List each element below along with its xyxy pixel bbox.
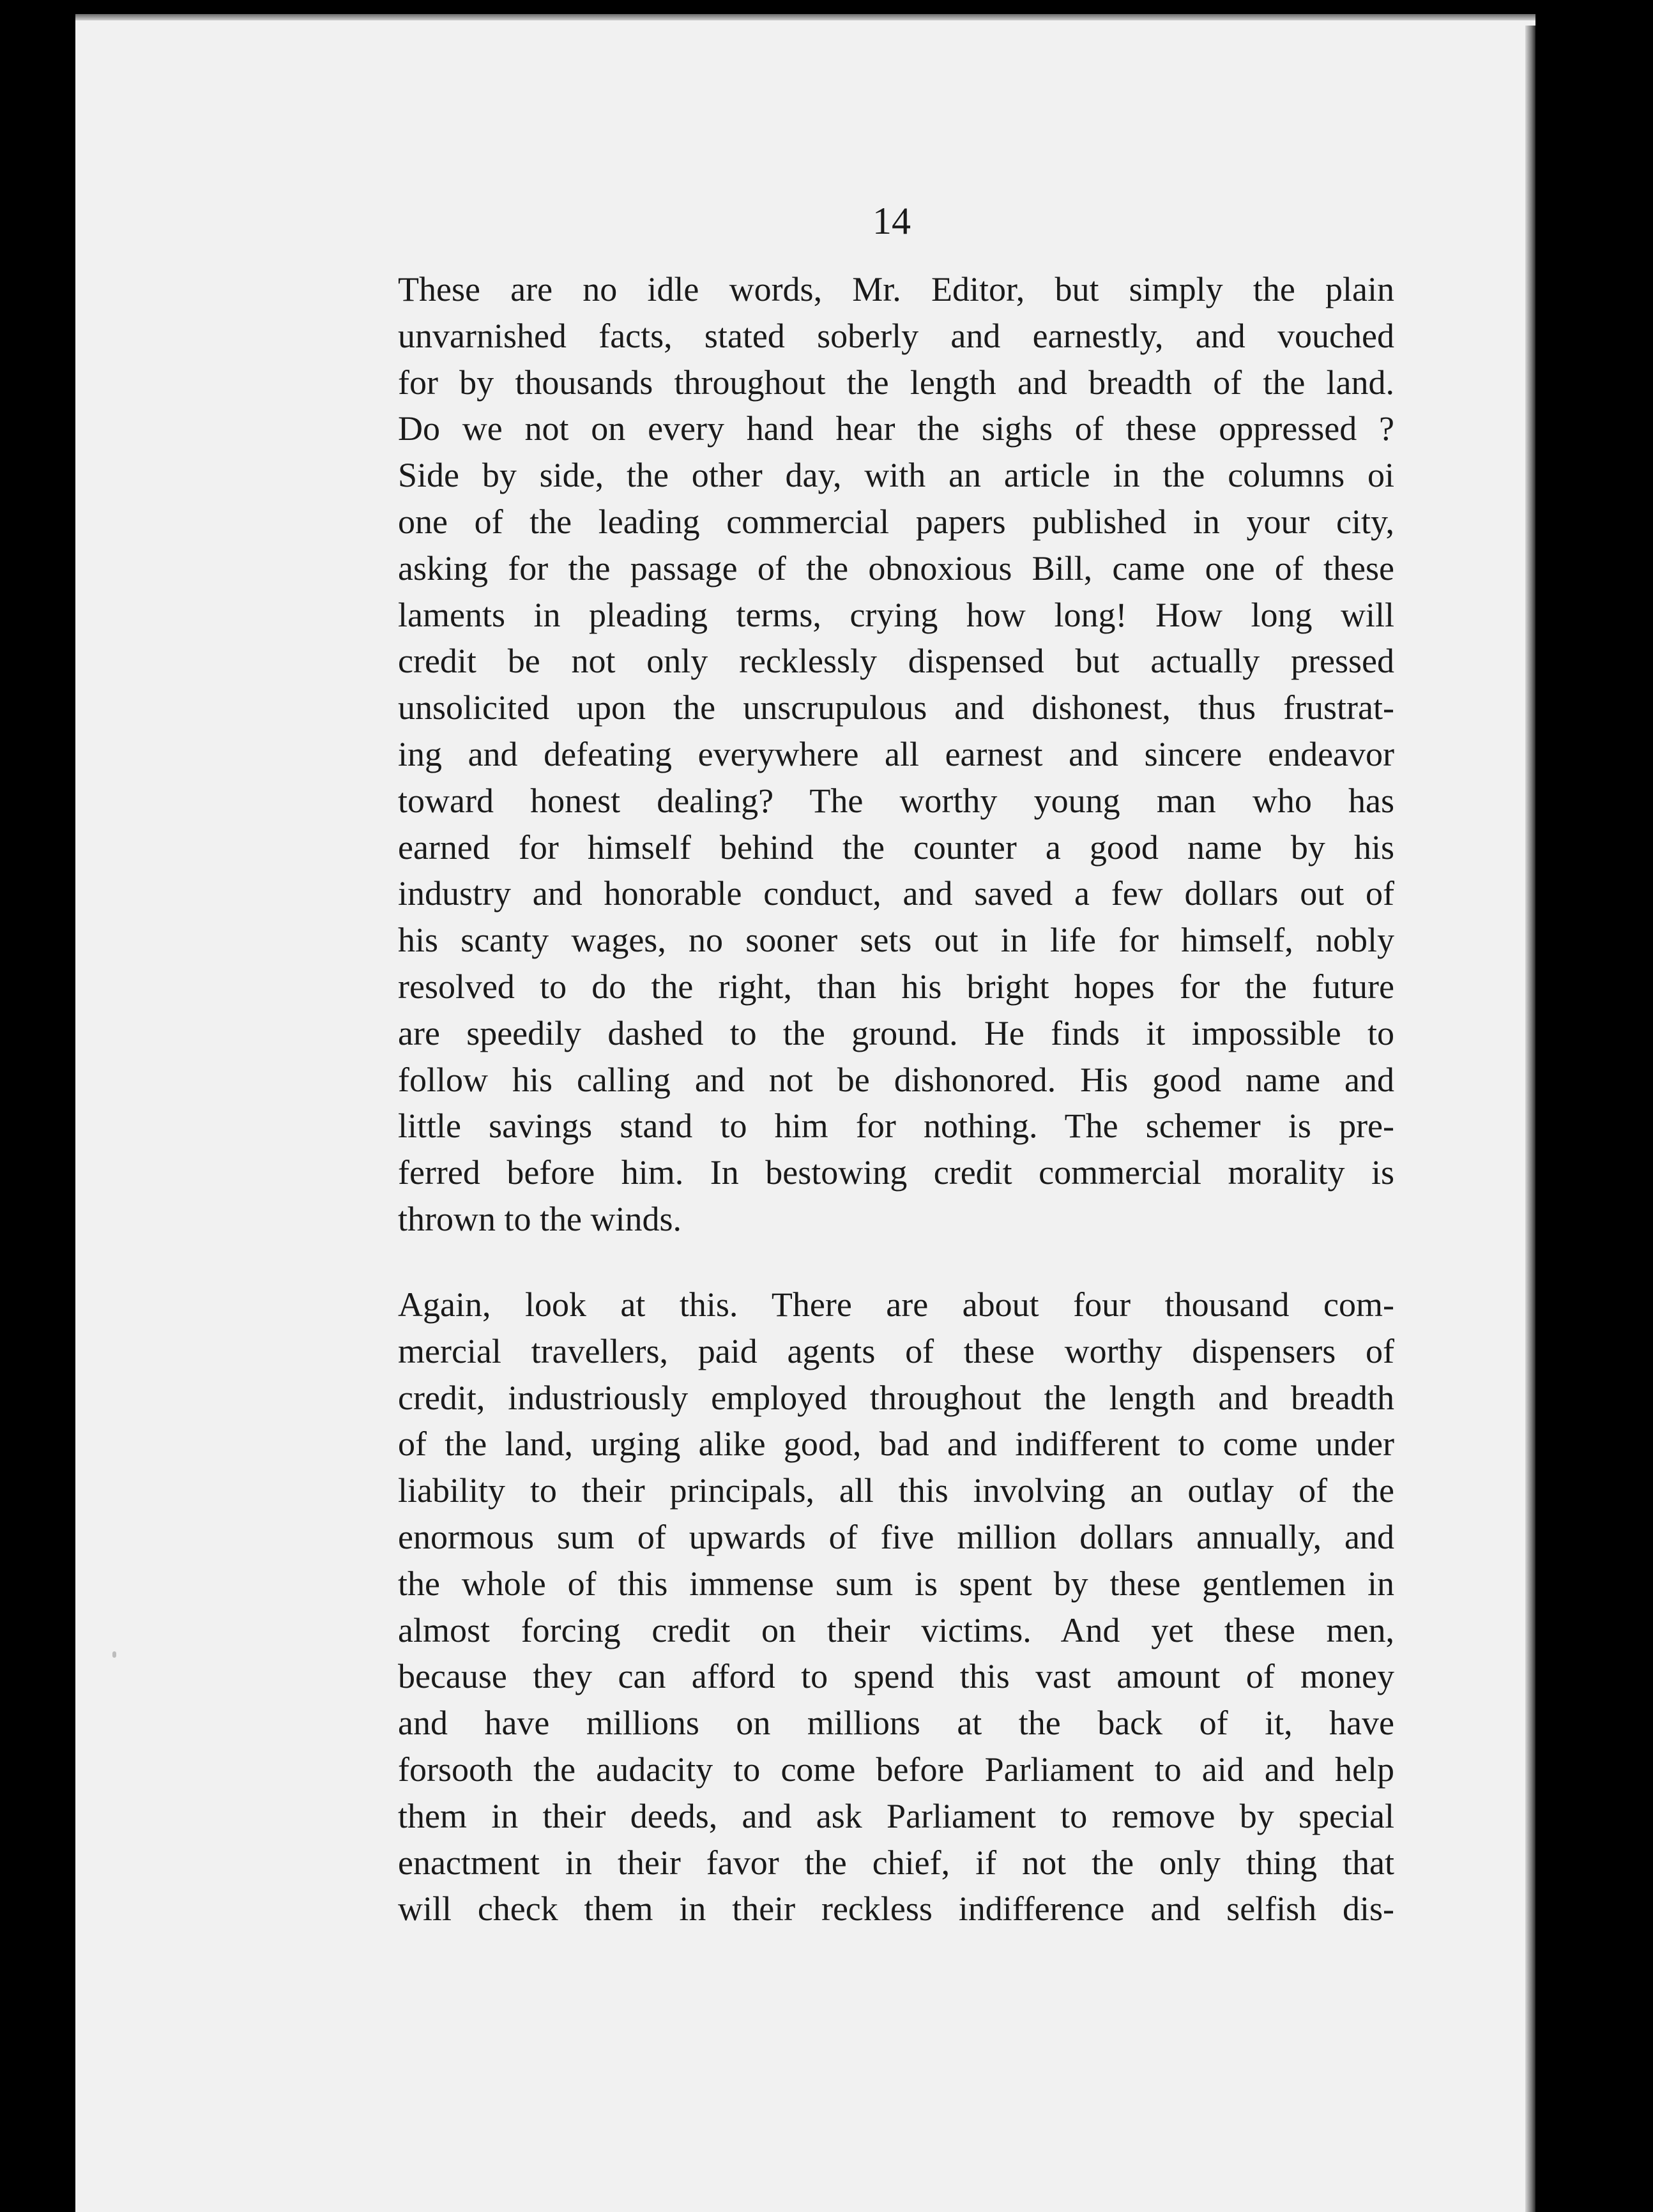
text-line: earned for himself behind the counter a good name by his bbox=[398, 828, 1394, 867]
text-line: of the land, urging alike good, bad and indifferent to come under bbox=[398, 1425, 1394, 1464]
text-line: liability to their principals, all this involving an outlay of the bbox=[398, 1471, 1394, 1510]
text-line: for by thousands throughout the length and breadth of the land. bbox=[398, 363, 1394, 402]
text-line: the whole of this immense sum is spent by these gentlemen in bbox=[398, 1564, 1394, 1603]
document-page bbox=[75, 14, 1537, 2212]
text-line: laments in pleading terms, crying how long! How long will bbox=[398, 595, 1394, 634]
text-line: them in their deeds, and ask Parliament to remove by special bbox=[398, 1796, 1394, 1835]
text-line: resolved to do the right, than his bright hopes for the future bbox=[398, 967, 1394, 1006]
text-line: unsolicited upon the unscrupulous and dishonest, thus frustrat- bbox=[398, 688, 1394, 727]
text-line: These are no idle words, Mr. Editor, but simply the plain bbox=[398, 270, 1394, 308]
text-line: will check them in their reckless indifference and selfish dis- bbox=[398, 1890, 1394, 1928]
text-line: mercial travellers, paid agents of these worthy dispensers of bbox=[398, 1331, 1394, 1370]
text-line: forsooth the audacity to come before Parliament to aid and help bbox=[398, 1750, 1394, 1789]
paragraph-1 bbox=[398, 266, 1394, 1243]
text-line: asking for the passage of the obnoxious Bill, came one of these bbox=[398, 549, 1394, 587]
text-line: toward honest dealing? The worthy young man who has bbox=[398, 781, 1394, 820]
text-line: unvarnished facts, stated soberly and earnestly, and vouched bbox=[398, 316, 1394, 355]
text-line: Again, look at this. There are about four thousand com- bbox=[398, 1285, 1394, 1324]
page-spine-shadow bbox=[1525, 26, 1535, 2212]
margin-speck bbox=[112, 1651, 116, 1658]
text-line: Side by side, the other day, with an article in the columns oi bbox=[398, 456, 1394, 495]
text-line: because they can afford to spend this vast amount of money bbox=[398, 1657, 1394, 1696]
text-line: little savings stand to him for nothing. The schemer is pre- bbox=[398, 1107, 1394, 1146]
page-number: 14 bbox=[872, 200, 911, 242]
text-line: ing and defeating everywhere all earnest and sincere endeavor bbox=[398, 734, 1394, 773]
text-line: credit be not only recklessly dispensed but actually pressed bbox=[398, 642, 1394, 681]
text-line: enactment in their favor the chief, if not the only thing that bbox=[398, 1843, 1394, 1882]
text-line: industry and honorable conduct, and saved a few dollars out of bbox=[398, 874, 1394, 913]
scan-border bbox=[1535, 0, 1653, 2212]
text-line: ferred before him. In bestowing credit commercial morality is bbox=[398, 1153, 1394, 1192]
paragraph-2 bbox=[398, 1282, 1394, 1932]
text-line: credit, industriously employed throughout the length and breadth bbox=[398, 1378, 1394, 1417]
page-top-edge bbox=[75, 14, 1537, 20]
text-line: and have millions on millions at the back of it, have bbox=[398, 1704, 1394, 1743]
text-line: almost forcing credit on their victims. And yet these men, bbox=[398, 1610, 1394, 1649]
text-line: Do we not on every hand hear the sighs of these oppressed ? bbox=[398, 409, 1394, 448]
text-line: enormous sum of upwards of five million dollars annually, and bbox=[398, 1517, 1394, 1556]
text-line: one of the leading commercial papers published in your city, bbox=[398, 502, 1394, 541]
text-line: his scanty wages, no sooner sets out in life for himself, nobly bbox=[398, 921, 1394, 960]
text-line: follow his calling and not be dishonored. His good name and bbox=[398, 1060, 1394, 1099]
text-line: thrown to the winds. bbox=[398, 1199, 682, 1238]
text-line: are speedily dashed to the ground. He finds it impossible to bbox=[398, 1013, 1394, 1052]
